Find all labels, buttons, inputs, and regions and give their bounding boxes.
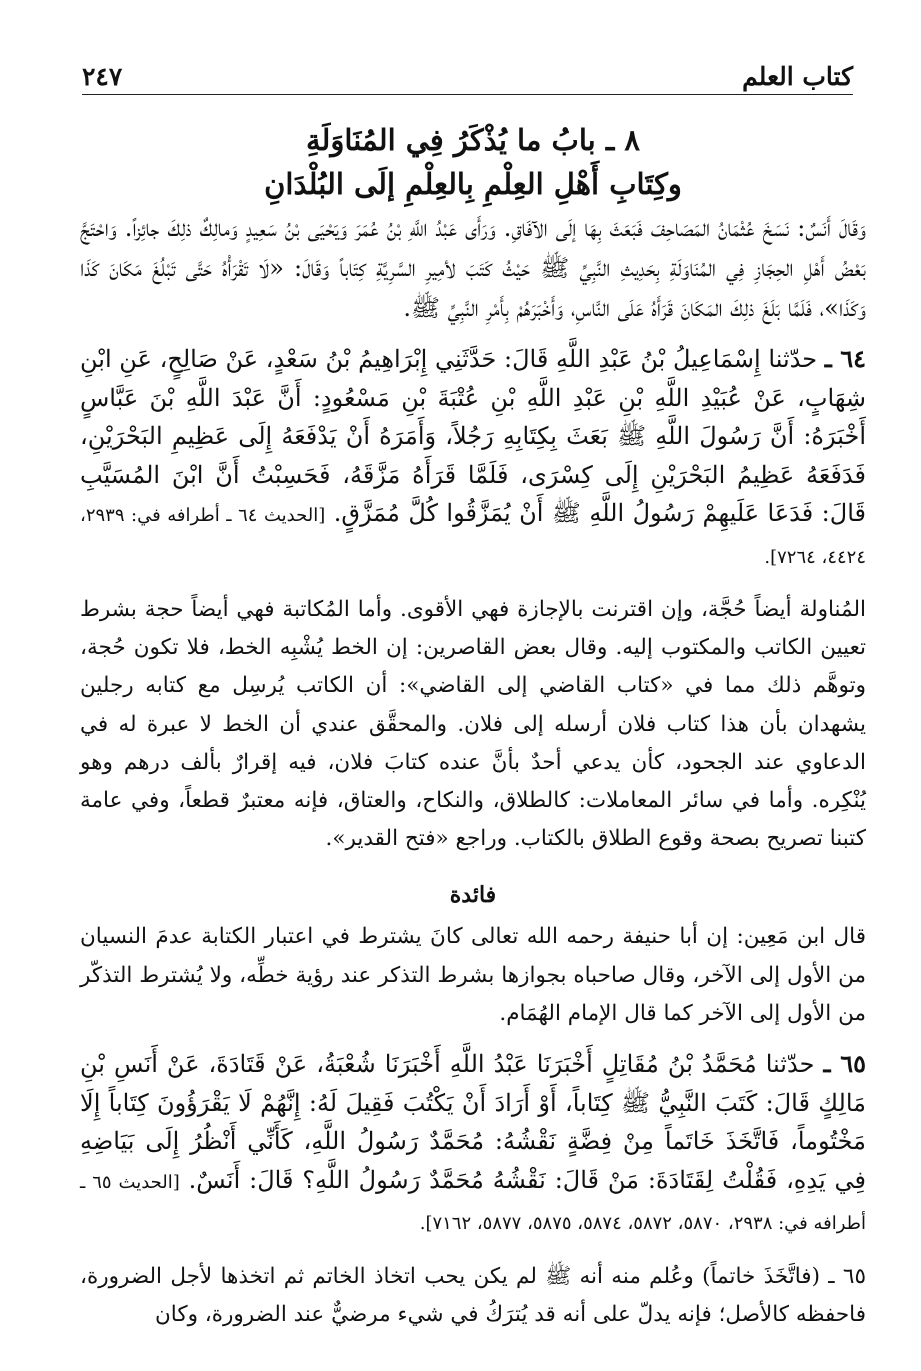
- hadith-65-number: ٦٥ ـ: [823, 1049, 867, 1079]
- commentary-paragraph-2: ٦٥ ـ (فاتَّخَذَ خاتماً) وعُلم منه أنه ﷺ لم يكن يحب اتخاذ الخاتم ثم اتخذها لأجل الضرورة، فاحفظه كالأصل؛ فإنه يدلّ على أنه قد يُترَكُ في شيء مرضيٌّ عند الضرورة، وكان: [80, 1263, 866, 1327]
- hadith-64: [80, 340, 866, 577]
- book-title: كتاب العلم: [742, 62, 853, 91]
- chapter-preface: وَقَالَ أَنَسٌ: نَسَخَ عُثْمَانُ المَصَاحِفَ فَبَعَثَ بِهَا إلَى الآفَاقِ. وَرَأَى عَبْدُ اللَّهِ بْنُ عُمَرَ وَيَحْيَى بْنُ سَعِيدٍ وَمالِكٌ ذلِكَ جائِزاً. وَاحْتَجَّ بَعْضُ أَهْلِ الحِجَازِ فِي المُنَاوَلَةِ بِحَدِيثِ النَّبِيِّ ﷺ حَيْثُ كَتَبَ لأمِيرِ السَّرِيَّةِ كِتَاباً وَقَالَ: «لَا تَقْرَأْهُ حَتَّى تَبْلُغَ مَكَانَ كَذَا وَكَذَا»، فَلَمَّا بَلَغَ ذلِكَ المَكَانَ قَرَأَهُ عَلَى النَّاسِ، وَأَخْبَرَهُمْ بِأَمْرِ النَّبِيِّ ﷺ.: [80, 214, 866, 322]
- page-number: ٢٤٧: [82, 62, 123, 91]
- chapter-title-line2: وكِتَابِ أَهْلِ العِلْمِ بِالعِلْمِ إلَى البُلْدَانِ: [264, 167, 682, 201]
- hadith-65-text: حدّثنا مُحَمَّدُ بْنُ مُقَاتِلٍ أَخْبَرَنَا عَبْدُ اللَّهِ أَخْبَرَنَا شُعْبَةُ، عَنْ قَتَادَةَ، عَنْ أَنَسِ بْنِ مَالِكٍ قَالَ: كَتَبَ النَّبِيُّ ﷺ كِتَاباً، أَوْ أَرَادَ أَنْ يَكْتُبَ فَقِيلَ لَهُ: إِنَّهُمْ لَا يَقْرَؤُونَ كِتَاباً إِلَا مَخْتُوماً، فَاتَّخَذَ خَاتَماً مِنْ فِضَّةٍ نَقْشُهُ: مُحَمَّدٌ رَسُولُ اللَّهِ، كَأَنِّي أَنْظُرُ إِلَى بَيَاضِهِ فِي يَدِهِ، فَقُلْتُ لِقَتَادَةَ: مَنْ قَالَ: نَقْشُهُ مُحَمَّدٌ رَسُولُ اللَّهِ؟ قَالَ: أَنَسٌ.: [80, 1050, 866, 1194]
- chapter-title-line1: ٨ ـ بابُ ما يُذْكَرُ فِي المُنَاوَلَةِ: [306, 123, 640, 157]
- page-body: [80, 118, 866, 1334]
- running-header: [82, 58, 853, 95]
- section-title-faida: فائدة: [449, 882, 497, 909]
- faida-paragraph: قال ابن مَعِين: إن أبا حنيفة رحمه الله تعالى كانَ يشترط في اعتبار الكتابة عدمَ النسيان من الأول إلى الآخر، وقال صاحباه بجوازها بشرط التذكر عند رؤية خطِّه، ولا يُشترط التذكّر من الأول إلى الآخر كما قال الإمام الهُمَام.: [80, 924, 866, 1026]
- commentary-paragraph-1: المُناولة أيضاً حُجَّة، وإن اقترنت بالإجازة فهي الأقوى. وأما المُكاتبة فهي أيضاً حجة بشرط تعيين الكاتب والمكتوب إليه. وقال بعض القاصرين: إن الخط يُشْبِه الخط، فلا تكون حُجة، وتوهَّم ذلك مما في «كتاب القاضي إلى القاضي»: أن الكاتب يُرسِل مع كتابه رجلين يشهدان بأن هذا كتاب فلان أرسله إلى فلان. والمحقَّق عندي أن الخط لا عبرة له في الدعاوي عند الجحود، كأن يدعي أحدٌ بأنَّ عنده كتابَ فلان، فيه إقرارٌ بألف درهم وهو يُنْكِره. وأما في سائر المعاملات: كالطلاق، والنكاح، والعتاق، فإنه معتبرٌ قطعاً، وفي عامة كتبنا تصريح بصحة وقوع الطلاق بالكتاب. وراجع «فتح القدير».: [80, 597, 866, 852]
- hadith-65: [80, 1045, 866, 1244]
- hadith-64-number: ٦٤ ـ: [824, 344, 867, 373]
- hadith-65-reference: [الحديث ٦٥ ـ أطرافه في: ٢٩٣٨، ٥٨٧٠، ٥٨٧٢، ٥٨٧٤، ٥٨٧٥، ٥٨٧٧، ٧١٦٢].: [80, 1171, 866, 1235]
- hadith-64-reference: [الحديث ٦٤ ـ أطرافه في: ٢٩٣٩، ٤٤٢٤، ٧٢٦٤].: [80, 505, 866, 568]
- hadith-64-text: حدّثنا إِسْمَاعِيلُ بْنُ عَبْدِ اللَّهِ قَالَ: حَدَّثَنِي إِبْرَاهِيمُ بْنُ سَعْدٍ، عَنْ صَالِحٍ، عَنِ ابْنِ شِهَابٍ، عَنْ عُبَيْدِ اللَّهِ بْنِ عَبْدِ اللَّهِ بْنِ عُتْبَةَ بْنِ مَسْعُودٍ: أَنَّ عَبْدَ اللَّهِ بْنَ عَبَّاسٍ أَخْبَرَهُ: أَنَّ رَسُولَ اللَّهِ ﷺ بَعَثَ بِكِتَابِهِ رَجُلاً، وَأَمَرَهُ أَنْ يَدْفَعَهُ إِلَى عَظِيمِ البَحْرَيْنِ، فَدَفَعَهُ عَظِيمُ البَحْرَيْنِ إِلَى كِسْرَى، فَلَمَّا قَرَأَهُ مَزَّقَهُ، فَحَسِبْتُ أَنَّ ابْنَ المُسَيَّبِ قَالَ: فَدَعَا عَلَيهِمْ رَسُولُ اللَّهِ ﷺ أَنْ يُمَزَّقُوا كُلَّ مُمَزَّقٍ.: [80, 345, 866, 527]
